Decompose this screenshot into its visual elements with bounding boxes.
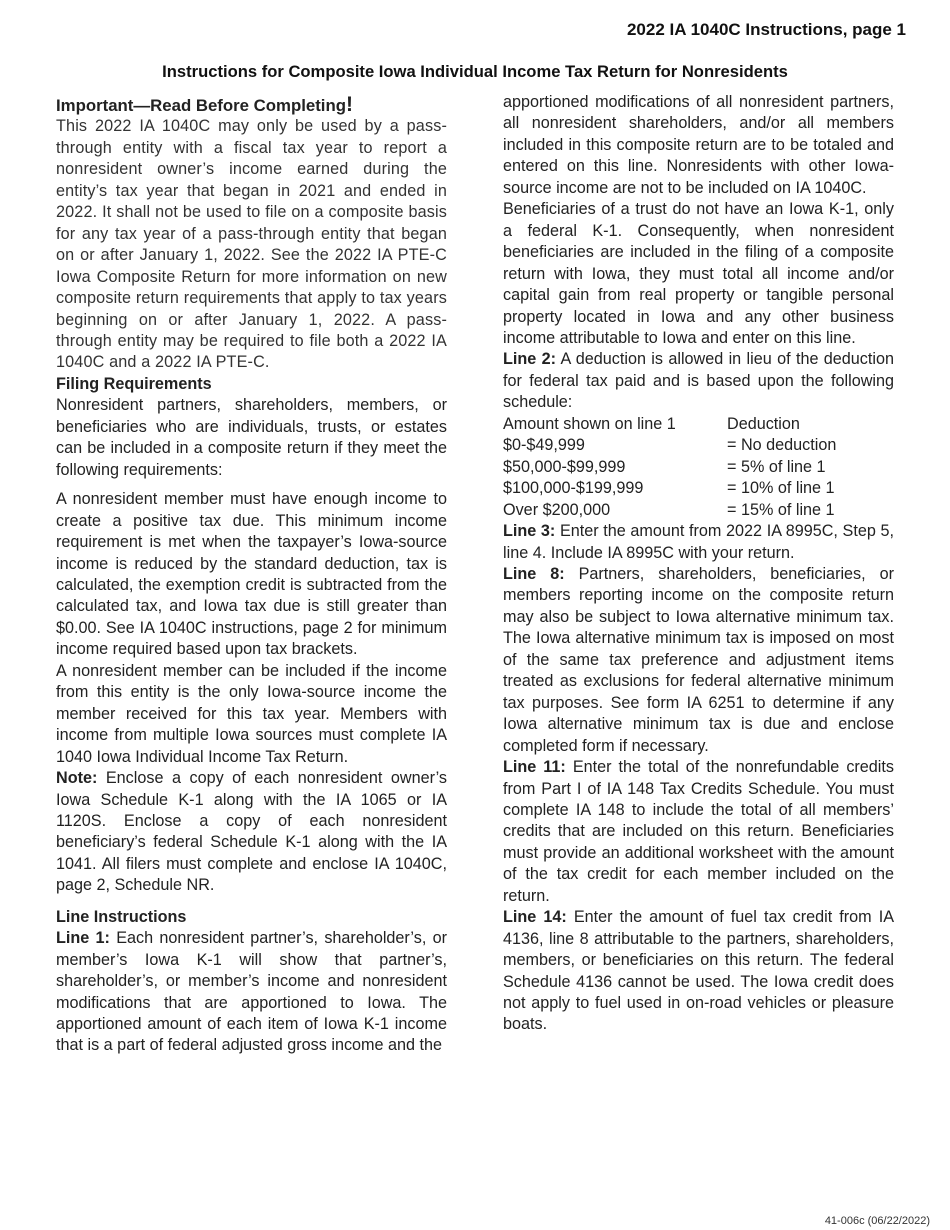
schedule-deduction: = No deduction	[727, 436, 837, 455]
requirement-1: A nonresident member must have enough income to create a positive tax due. This minimum income requirement is met when the taxpayer’s Iowa-source income is reduced by the standard deduction, tax is calculated, the exemption credit is subtracted from the calculated tax, and Iowa tax due is still greater than $0.00. See IA 1040C instructions, page 2 for minimum income required based upon tax brackets.	[56, 490, 447, 659]
filing-requirements-text: Nonresident partners, shareholders, members, or beneficiaries who are individuals, trusts, or estates can be included in a composite return if they meet the following requirements:	[56, 396, 447, 479]
requirement-2: A nonresident member can be included if the income from this entity is the only Iowa-source income the member received for this tax year. Members with income from multiple Iowa sources must complete IA 1040 Iowa Individual Income Tax Return.	[56, 661, 447, 766]
line-8-label: Line 8:	[503, 564, 565, 583]
note-text: Enclose a copy of each nonresident owner’s Iowa Schedule K-1 along with the IA 1065 or IA 1120S. Enclose a copy of each nonresident beneficiary’s federal Schedule K-1 along with the IA 1041. All filers must complete and enclose IA 1040C, page 2, Schedule NR.	[56, 769, 447, 895]
schedule-amount: $0-$49,999	[503, 436, 585, 455]
important-heading	[56, 94, 447, 116]
line-3-paragraph	[503, 521, 894, 564]
line-2-label: Line 2:	[503, 350, 557, 369]
line-1-text: Each nonresident partner’s, shareholder’s, or member’s Iowa K-1 will show that partner’s, shareholder’s, or member’s income and nonresident modifications that are apportioned to Iowa. The apportioned amount of each item of Iowa K-1 income that is a part of federal adjusted gross income and the	[56, 929, 447, 1055]
schedule-deduction: = 10% of line 1	[727, 479, 835, 498]
line-1-continued: apportioned modifications of all nonresident partners, all nonresident shareholders, and/or all members included in this composite return are to be totaled and entered on this line. Nonresidents with other Iowa-source income are not to be included on IA 1040C.	[503, 93, 894, 197]
important-text: This 2022 IA 1040C may only be used by a pass-through entity with a fiscal tax year to report a nonresident owner’s income earned during the entity’s tax year that began in 2021 and ended in 2022. It shall not be used to file on a composite basis for any tax year of a pass-through entity that began on or after January 1, 2022. See the 2022 IA PTE-C Iowa Composite Return for more information on new composite return requirements that apply to tax years beginning on or after January 1, 2022. A pass-through entity may be required to file both a 2022 IA 1040C and a 2022 IA PTE-C.	[56, 117, 447, 372]
schedule-row	[503, 478, 894, 499]
form-code: 41-006c (06/22/2022)	[824, 1215, 930, 1227]
schedule-row	[503, 500, 894, 521]
line-2-paragraph	[503, 349, 894, 413]
schedule-amount: $50,000-$99,999	[503, 457, 626, 476]
schedule-amount: Over $200,000	[503, 500, 611, 519]
line-11-text: Enter the total of the nonrefundable credits from Part I of IA 148 Tax Credits Schedule. You must complete IA 148 to include the total of all members’ credits that are included on this return. Beneficiaries must provide an additional worksheet with the amount of the tax credit for each member included on the return.	[503, 758, 894, 905]
schedule-deduction: = 15% of line 1	[727, 500, 835, 519]
deduction-schedule-table	[503, 414, 894, 521]
document-title: Instructions for Composite Iowa Individual Income Tax Return for Nonresidents	[162, 62, 788, 81]
page-label: 2022 IA 1040C Instructions, page 1	[626, 20, 906, 39]
line-3-label: Line 3:	[503, 522, 556, 541]
schedule-header-row	[503, 414, 894, 435]
note-paragraph	[56, 768, 447, 897]
important-heading-text: Important—Read Before Completing	[56, 96, 346, 115]
schedule-deduction: = 5% of line 1	[727, 457, 826, 476]
line-14-label: Line 14:	[503, 908, 567, 927]
schedule-row	[503, 435, 894, 456]
line-11-label: Line 11:	[503, 758, 566, 777]
schedule-col1-header: Amount shown on line 1	[503, 414, 676, 433]
schedule-amount: $100,000-$199,999	[503, 479, 644, 498]
important-bang: !	[345, 93, 353, 116]
line-instructions-heading: Line Instructions	[56, 907, 187, 926]
filing-requirements-heading: Filing Requirements	[56, 374, 212, 393]
line-8-paragraph	[503, 564, 894, 757]
left-column	[56, 92, 447, 1057]
note-label: Note:	[56, 769, 98, 788]
line-1-label: Line 1:	[56, 929, 110, 948]
schedule-col2-header: Deduction	[727, 414, 800, 433]
line-2-text: A deduction is allowed in lieu of the deduction for federal tax paid and is based upon the following schedule:	[503, 350, 895, 412]
line-14-paragraph	[503, 907, 894, 1036]
line-14-text: Enter the amount of fuel tax credit from IA 4136, line 8 attributable to the partners, shareholders, members, or beneficiaries on this return. The federal Schedule 4136 cannot be used. The Iowa credit does not apply to fuel used in on-road vehicles or pleasure boats.	[503, 908, 895, 1034]
beneficiaries-paragraph: Beneficiaries of a trust do not have an Iowa K-1, only a federal K-1. Consequently, when nonresident beneficiaries are included in the filing of a composite return with Iowa, they must total all income and/or capital gain from real property or tangible personal property located in Iowa and any other business income attributable to Iowa and enter on this line.	[503, 200, 894, 347]
line-11-paragraph	[503, 757, 894, 907]
line-3-text: Enter the amount from 2022 IA 8995C, Step 5, line 4. Include IA 8995C with your return.	[503, 522, 894, 562]
line-8-text: Partners, shareholders, beneficiaries, or members reporting income on the composite return may also be subject to Iowa alternative minimum tax. The Iowa alternative minimum tax is imposed on most of the same tax preference and adjustment items treated as exclusions for federal alternative minimum tax purposes. See form IA 6251 to determine if any Iowa alternative minimum tax is due and enclose completed form if necessary.	[503, 564, 894, 755]
schedule-row	[503, 457, 894, 478]
line-1-paragraph	[56, 928, 447, 1057]
right-column	[503, 92, 894, 1036]
